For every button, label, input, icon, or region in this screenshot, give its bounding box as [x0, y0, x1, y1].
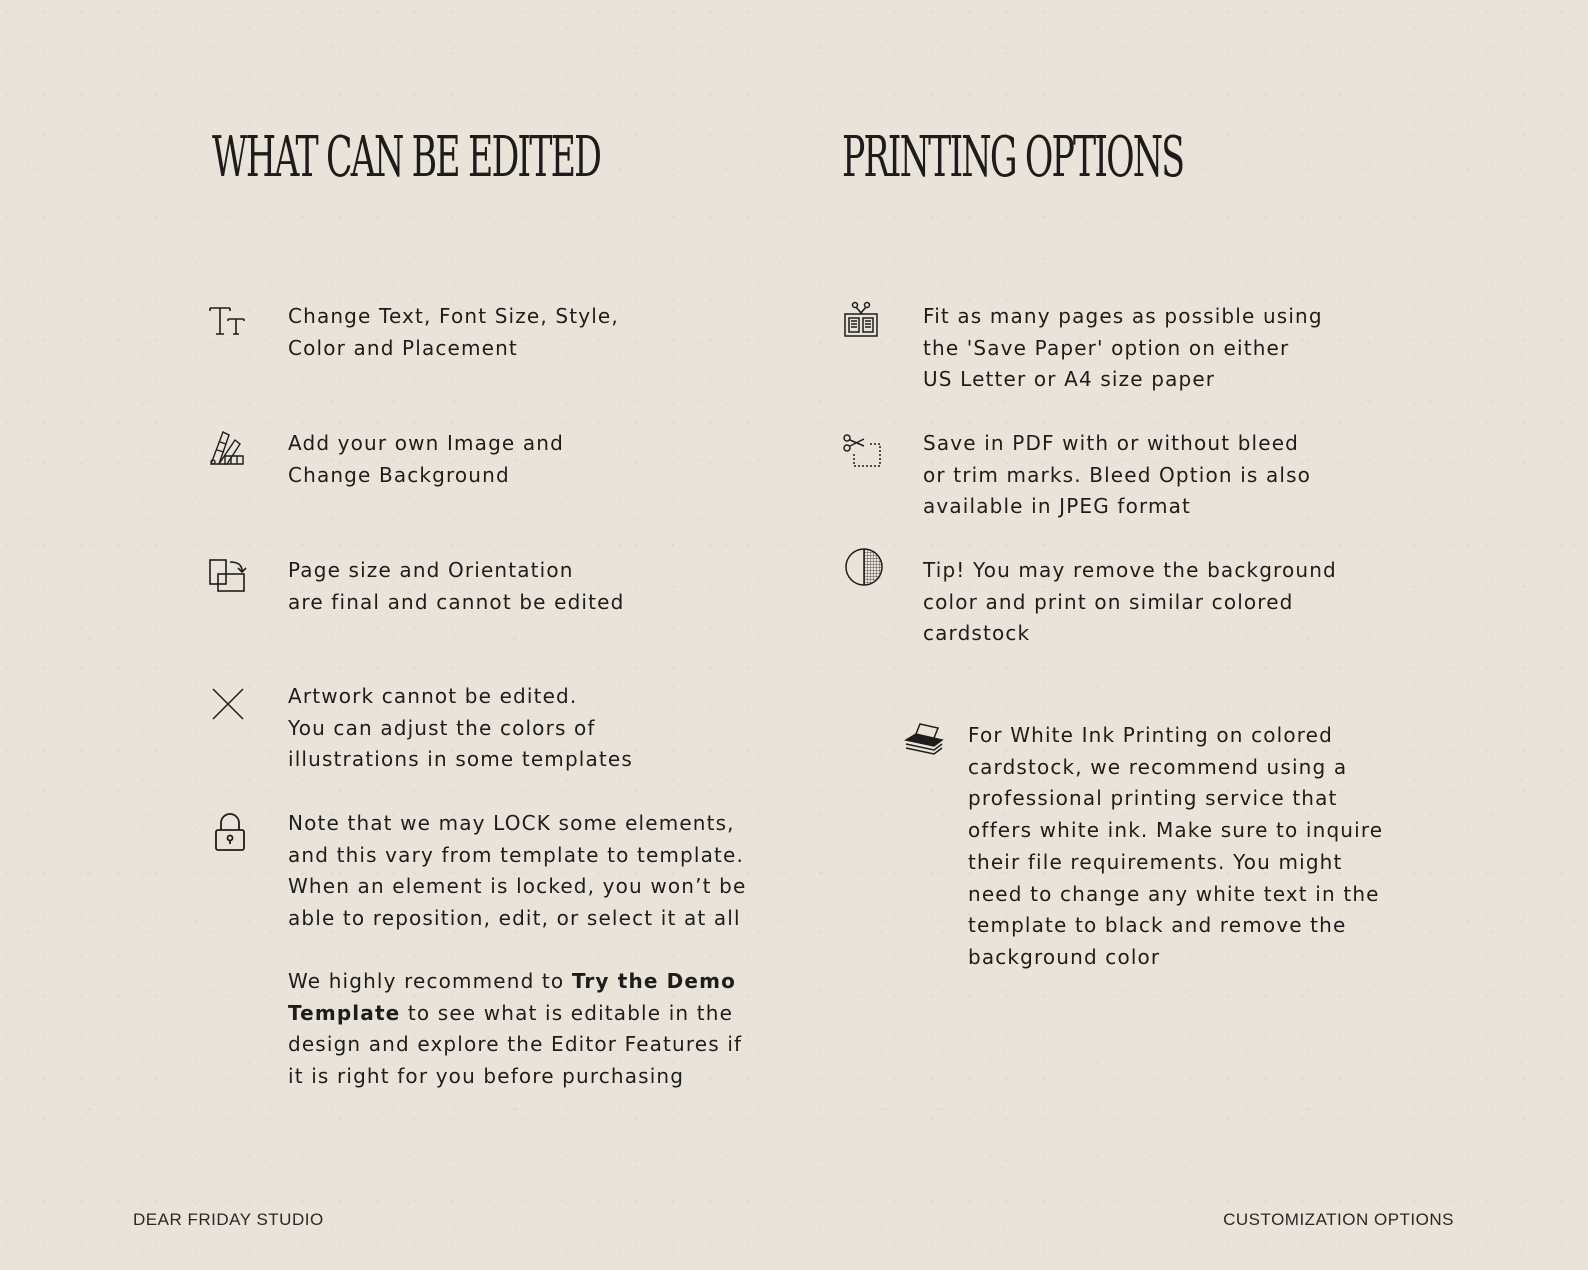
left-heading: WHAT CAN BE EDITED [212, 125, 601, 190]
half-circle-icon [844, 547, 884, 587]
save-paper-icon [842, 300, 882, 340]
text-size-icon [208, 302, 248, 342]
page-orientation-icon [208, 556, 248, 596]
demo-recommendation: We highly recommend to Try the Demo Template to see what is editable in the design and explore the Editor Features if it is right for you before purchasing [288, 969, 743, 1089]
edit-item-text-label: Change Text, Font Size, Style, Color and Placement [288, 304, 619, 360]
close-icon [208, 684, 248, 724]
right-heading: PRINTING OPTIONS [842, 125, 1184, 190]
paper-stack-icon [904, 720, 944, 760]
print-item-pdf-label: Save in PDF with or without bleed or trim marks. Bleed Option is also available in JPEG format [923, 431, 1312, 519]
print-item-white-ink-label: For White Ink Printing on colored cardstock, we recommend using a professional printing service that offers white ink. Make sure to inquire their file requirements. You might need to change any white text in the template to black and remove the background color [968, 723, 1384, 969]
print-item-tip-label: Tip! You may remove the background color and print on similar colored cardstock [923, 558, 1337, 646]
footer-brand: DEAR FRIDAY STUDIO [133, 1210, 324, 1229]
edit-item-lock-label: Note that we may LOCK some elements, and this vary from template to template. When an element is locked, you won’t be able to reposition, edit, or select it at all [288, 811, 747, 931]
footer-section-title: CUSTOMIZATION OPTIONS [1223, 1210, 1454, 1229]
edit-item-image-label: Add your own Image and Change Background [288, 431, 564, 487]
lock-icon [210, 812, 250, 852]
edit-item-artwork-label: Artwork cannot be edited. You can adjust the colors of illustrations in some templates [288, 684, 633, 772]
edit-item-page-label: Page size and Orientation are final and cannot be edited [288, 558, 625, 614]
demo-link-text: Try the Demo [571, 969, 737, 993]
color-swatch-icon [207, 428, 247, 468]
scissors-icon [842, 430, 882, 470]
print-item-save-paper-label: Fit as many pages as possible using the 'Save Paper' option on either US Letter or A4 size paper [923, 304, 1323, 392]
